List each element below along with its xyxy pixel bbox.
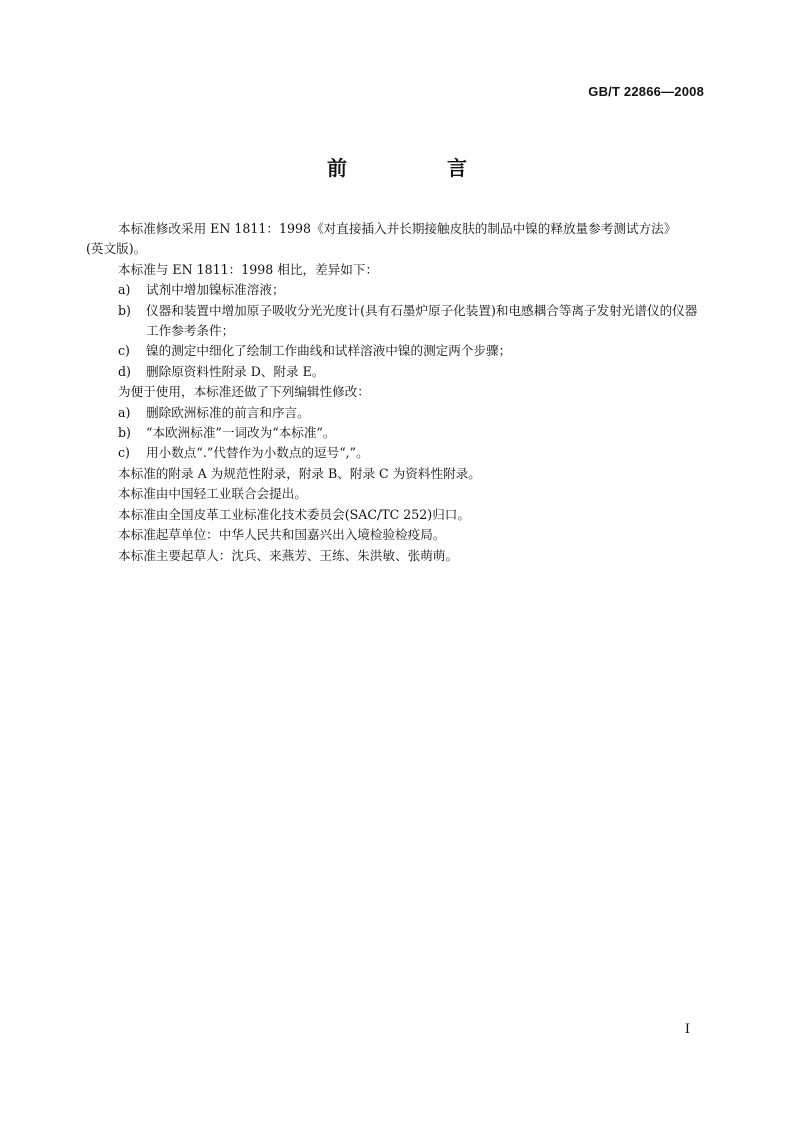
- list-item: [118, 301, 706, 342]
- page-number: I: [684, 1022, 690, 1037]
- paragraph-editorial-intro: 为便于使用，本标准还做了下列编辑性修改：: [118, 384, 370, 400]
- paragraph-differences-intro: 本标准与 EN 1811：1998 相比，差异如下：: [118, 261, 379, 277]
- list-item-text: 删除原资料性附录 D、附录 E。: [146, 363, 325, 379]
- list-item-label: c): [118, 343, 130, 359]
- list-item-text: 删除欧洲标准的前言和序言。: [146, 404, 310, 420]
- list-item-label: b): [118, 425, 131, 441]
- list-item: [118, 403, 706, 423]
- list-item-label: a): [118, 404, 131, 420]
- paragraph-drafting-unit: 本标准起草单位：中华人民共和国嘉兴出入境检验检疫局。: [118, 527, 446, 543]
- paragraph-committee: 本标准由全国皮革工业标准化技术委员会(SAC/TC 252)归口。: [118, 506, 470, 522]
- list-item-text: 试剂中增加镍标准溶液；: [146, 282, 285, 298]
- foreword-body: [86, 219, 706, 566]
- list-item: [118, 280, 706, 300]
- paragraph-adoption: 本标准修改采用 EN 1811：1998《对直接插入并长期接触皮肤的制品中镍的释放量参考测试方法》: [118, 221, 677, 236]
- list-item: [118, 362, 706, 382]
- list-item-label: c): [118, 445, 130, 461]
- list-item-label: a): [118, 282, 131, 298]
- list-item-text: “本欧洲标准”一词改为“本标准”。: [146, 425, 336, 441]
- list-item-label: d): [118, 363, 131, 379]
- list-item: [118, 423, 706, 443]
- list-item-label: b): [118, 302, 131, 318]
- paragraph-adoption-continued: (英文版)。: [86, 241, 147, 257]
- standard-number: GB/T 22866—2008: [588, 84, 704, 99]
- paragraph-drafters: 本标准主要起草人：沈兵、来燕芳、王练、朱洪敏、张萌萌。: [118, 547, 459, 563]
- page-title: 前 言: [327, 156, 507, 180]
- list-item-text: 镍的测定中细化了绘制工作曲线和试样溶液中镍的测定两个步骤；: [146, 343, 512, 359]
- list-item-text: 用小数点“.”代替作为小数点的逗号“,”。: [146, 445, 369, 461]
- list-item-text: 仪器和装置中增加原子吸收分光光度计(具有石墨炉原子化装置)和电感耦合等离子发射光谱仪的仪器工作参考条件；: [146, 302, 698, 339]
- paragraph-proposer: 本标准由中国轻工业联合会提出。: [118, 486, 307, 502]
- list-item: [118, 443, 706, 463]
- paragraph-annexes: 本标准的附录 A 为规范性附录，附录 B、附录 C 为资料性附录。: [118, 465, 481, 481]
- list-item: [118, 341, 706, 361]
